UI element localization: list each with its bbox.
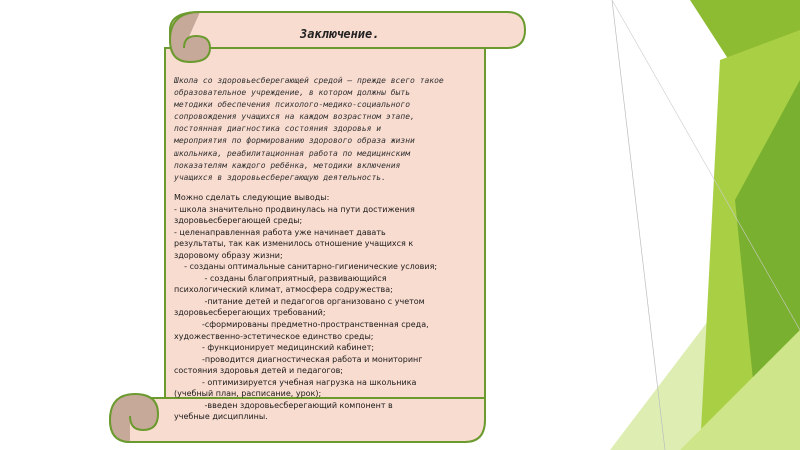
- paragraph-line: сопровождения учащихся на каждом возрастном этапе,: [174, 112, 415, 122]
- conclusion-line: Можно сделать следующие выводы:: [174, 193, 330, 202]
- slide-title: Заключение.: [300, 27, 380, 41]
- paragraph-line: методики обеспечения психолого-медико-социального: [174, 100, 411, 110]
- conclusion-line: учебные дисциплины.: [174, 412, 268, 422]
- conclusions-list: [174, 192, 494, 423]
- conclusion-line: -введен здоровьесберегающий компонент в: [174, 400, 393, 410]
- paragraph-line: показателям каждого ребёнка, методики включения: [174, 160, 401, 170]
- conclusion-line: результаты, так как изменилось отношение учащихся к: [174, 239, 414, 249]
- conclusion-line: - созданы благоприятный, развивающийся: [174, 273, 387, 283]
- paragraph-line: учащихся в здоровьесберегающую деятельность.: [174, 172, 386, 182]
- conclusion-line: здоровому образу жизни;: [174, 250, 283, 260]
- conclusion-line: здоровьесберегающей среды;: [174, 216, 303, 226]
- paragraph-line: школьника, реабилитационная работа по медицинским: [174, 148, 411, 158]
- conclusion-line: художественно-эстетическое единство среды;: [174, 331, 374, 341]
- conclusion-line: (учебный план, расписание, урок);: [174, 389, 322, 399]
- conclusion-line: состояния здоровья детей и педагогов;: [174, 366, 343, 376]
- conclusion-line: - школа значительно продвинулась на пути достижения: [174, 204, 415, 214]
- conclusion-line: здоровьесберегающих требований;: [174, 308, 326, 318]
- conclusion-line: - функционирует медицинский кабинет;: [174, 343, 375, 353]
- conclusion-line: психологический климат, атмосфера содружества;: [174, 285, 393, 295]
- conclusion-line: -питание детей и педагогов организовано с учетом: [174, 296, 425, 306]
- paragraph-line: образовательное учреждение, в котором должны быть: [174, 88, 411, 98]
- conclusion-line: -сформированы предметно-пространственная среда,: [174, 320, 429, 330]
- paragraph-line: постоянная диагностика состояния здоровья и: [174, 124, 382, 134]
- conclusion-line: - целенаправленная работа уже начинает давать: [174, 227, 386, 237]
- paragraph-line: мероприятия по формированию здорового образа жизни: [174, 136, 415, 146]
- intro-paragraph: [174, 75, 494, 184]
- conclusion-line: -проводится диагностическая работа и мониторинг: [174, 354, 423, 364]
- conclusion-line: - оптимизируется учебная нагрузка на школьника: [174, 377, 417, 387]
- paragraph-line: Школа со здоровьесберегающей средой – прежде всего такое: [174, 76, 444, 85]
- thin-line: [612, 0, 665, 450]
- conclusion-line: - созданы оптимальные санитарно-гигиенические условия;: [174, 262, 438, 272]
